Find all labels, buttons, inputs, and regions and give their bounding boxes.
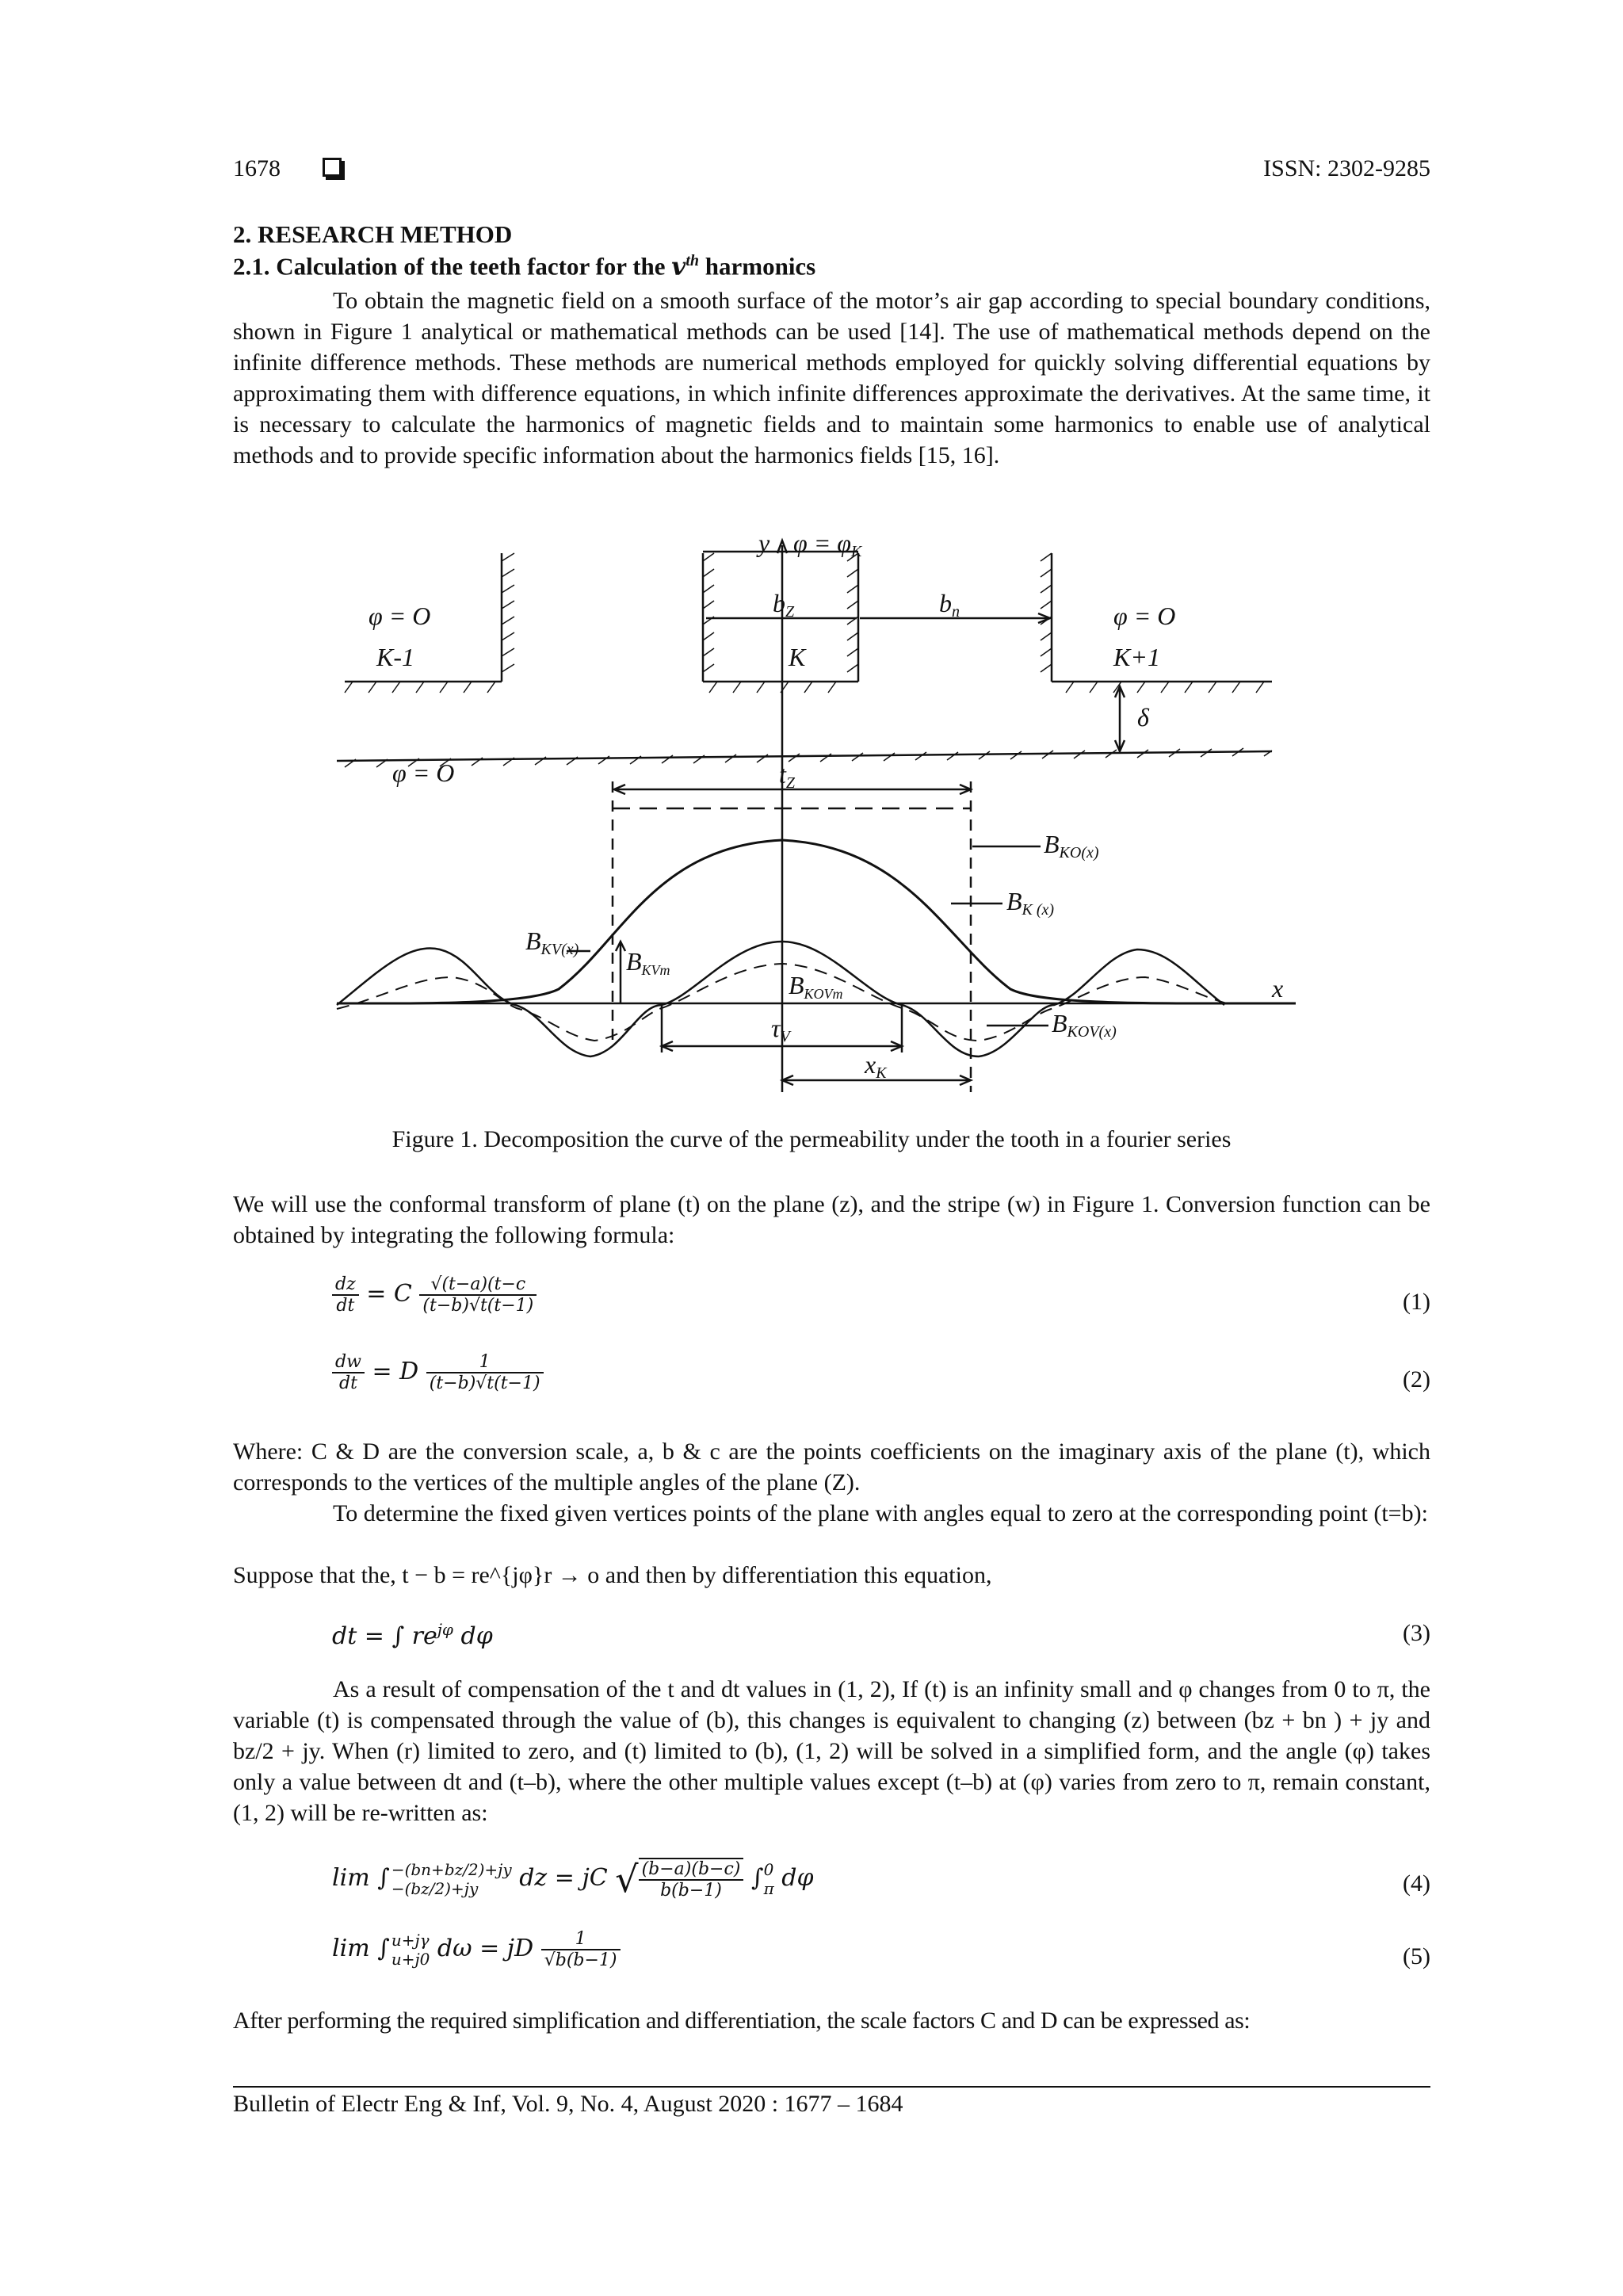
page-number: 1678 <box>233 155 281 181</box>
svg-text:φ = φK: φ = φK <box>793 529 862 560</box>
label-bk: B <box>1006 887 1022 915</box>
label-phi0-left: φ = O <box>369 602 431 630</box>
svg-text:BKO(x): BKO(x) <box>1044 830 1099 861</box>
label-bkov: B <box>1052 1009 1067 1037</box>
label-bkvm: B <box>626 947 642 976</box>
equation-3: dt = ∫ $re^{j\varphi}$ dφ (3) <box>332 1620 1430 1650</box>
label-y-axis: y <box>758 529 770 557</box>
figure-caption: Figure 1. Decomposition the curve of the permeability under the tooth in a fourier series <box>391 1126 1232 1152</box>
issn: ISSN: 2302-9285 <box>1263 155 1430 181</box>
svg-text:xK: xK <box>865 1050 887 1082</box>
subsection-title: 2.1. Calculation of the teeth factor for the $v^{th}$ harmonics <box>233 252 816 281</box>
svg-text:BKOV(x): BKOV(x) <box>1052 1009 1117 1041</box>
equation-number-2: (2) <box>1403 1366 1430 1392</box>
footer-divider <box>233 2086 1430 2088</box>
paragraph-scale-factors: After performing the required simplification and differentiation, the scale factors C and D can be expressed as: <box>233 2008 1251 2034</box>
label-bkovm: B <box>789 971 804 999</box>
label-phi0-right: φ = O <box>1113 602 1176 630</box>
square-icon <box>323 158 342 177</box>
equation-number-4: (4) <box>1403 1870 1430 1897</box>
equation-1: $\frac{dz}{dt}$ = C $\frac{√(t-a)(t-c}{(t-b)√t(t-1)}$ (1) <box>233 1274 1430 1338</box>
svg-text:τV: τV <box>771 1014 790 1045</box>
label-x-axis: x <box>1272 974 1284 1003</box>
label-phi0-bottom: φ = O <box>392 758 455 787</box>
footer-citation: Bulletin of Electr Eng & Inf, Vol. 9, No. 4, August 2020 : 1677 – 1684 <box>233 2091 903 2117</box>
svg-text:BKOVm: BKOVm <box>789 971 843 1002</box>
paragraph-compensation: As a result of compensation of the t and dt values in (1, 2), If (t) is an infinity small and φ changes from 0 to π, the variable (t) is compensated through the value of (b), this changes is equivalent to changing (z) between (bz + bn ) + jy and bz/2 + jy. When (r) limited to zero, and (t) limited to (b), (1, 2) will be solved in a simplified form, and the angle (φ) takes only a value between dt and (t–b), where the other multiple values except (t–b) at (φ) varies from zero to π, remain constant, (1, 2) will be re-written as: <box>233 1676 1430 1826</box>
label-k-center: K <box>789 643 806 671</box>
equation-number-1: (1) <box>1403 1289 1430 1315</box>
equation-4: lim ∫ −(bn+bz/2)+jy −(bz/2)+jy dz = jC √ $\frac{(b-a)(b-c)}{b(b-1)}$ ∫ 0 π dφ (4) <box>332 1858 1430 1901</box>
svg-text:BKVm: BKVm <box>626 947 670 978</box>
label-tau-v: τ <box>771 1014 781 1042</box>
paragraph-where: Where: C & D are the conversion scale, a, b & c are the points coefficients on the imaginary axis of the plane (t), which corresponds to the vertices of the multiple angles of the plane (Z). <box>233 1438 1430 1496</box>
equation-number-5: (5) <box>1403 1943 1430 1969</box>
label-k-minus: K-1 <box>376 643 414 671</box>
paragraph-suppose: Suppose that the, t − b = re^{jφ}r → o and then by differentiation this equation, <box>233 1562 992 1588</box>
svg-text:bZ: bZ <box>773 589 795 621</box>
label-xk: x <box>865 1050 876 1079</box>
svg-text:tZ: tZ <box>779 760 796 792</box>
svg-text:BKV(x): BKV(x) <box>525 926 579 958</box>
svg-text:BK (x): BK (x) <box>1006 887 1055 919</box>
label-bko: B <box>1044 830 1060 858</box>
paragraph-conformal: We will use the conformal transform of plane (t) on the plane (z), and the stripe (w) in Figure 1. Conversion function can be obtained by integrating the following formula: <box>233 1191 1430 1248</box>
label-bkv: B <box>525 926 541 955</box>
section-title: 2. RESEARCH METHOD <box>233 220 513 248</box>
equation-5: lim ∫ u+jγ u+j0 dω = jD $\frac{1}{√b(b-1)}$ (5) <box>332 1929 1430 1970</box>
label-bn: b <box>939 589 952 617</box>
svg-text:bn: bn <box>939 589 960 621</box>
equation-number-3: (3) <box>1403 1620 1430 1646</box>
label-bz: b <box>773 589 785 617</box>
paragraph-vertices: To determine the fixed given vertices points of the plane with angles equal to zero at the corresponding point (t=b): <box>333 1500 1428 1526</box>
paragraph-intro: To obtain the magnetic field on a smooth surface of the motor’s air gap according to special boundary conditions, shown in Figure 1 analytical or mathematical methods can be used [14]. The use of mathematical methods depend on the infinite difference methods. These methods are numerical methods employed for quickly solving differential equations by approximating them with difference equations, in which infinite differences approximate the derivatives. At the same time, it is necessary to calculate the harmonics of magnetic fields and to maintain some harmonics to enable use of analytical methods and to provide specific information about the harmonics fields [15, 16]. <box>233 288 1430 468</box>
label-tz: t <box>779 760 786 789</box>
label-delta: δ <box>1137 703 1149 732</box>
figure-1 <box>321 529 1308 1117</box>
label-k-plus: K+1 <box>1113 643 1160 671</box>
equation-2: $\frac{dw}{dt}$ = D $\frac{1}{(t-b)√t(t-1)}$ (2) <box>233 1352 1430 1415</box>
label-phi-k: φ = φ <box>793 529 851 557</box>
